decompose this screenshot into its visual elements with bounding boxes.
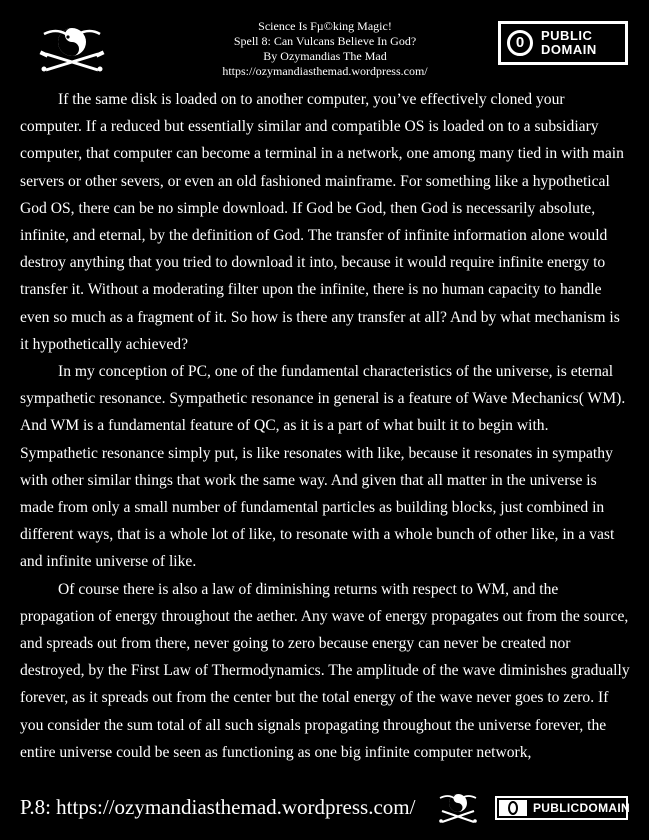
public-domain-badge (498, 21, 628, 65)
badge-word-domain: DOMAIN (541, 42, 597, 57)
document-header (180, 19, 470, 79)
badge-word-public: PUBLIC (541, 28, 593, 43)
header-url: https://ozymandiasthemad.wordpress.com/ (222, 64, 428, 78)
footer-badge-text: PUBLICDOMAIN (533, 801, 630, 815)
yin-yang-crossed-swords-icon (436, 792, 480, 824)
public-domain-icon (499, 800, 527, 816)
document-body (20, 86, 630, 766)
yin-yang-crossed-swords-icon (36, 24, 108, 74)
header-author: By Ozymandias The Mad (263, 49, 387, 63)
body-paragraph: In my conception of PC, one of the fundamental characteristics of the universe, is eternal sympathetic resonance. Sympathetic resonance in general is a feature of Wave Mechanics( WM). And WM is a fundamental feature of QC, as it is a part of what built it to begin with. Sympathetic resonance simply put, is like resonates with like, because it resonates in sympathy with other similar things that work the same way. And given that all matter in the universe is made from only a small number of fundamental particles as building blocks, just combined in different ways, that is a whole lot of like, to resonate with a whole bunch of other like, in a vast and infinite universe of like. (20, 363, 626, 571)
body-paragraph: Of course there is also a law of diminishing returns with respect to WM, and the propagation of energy throughout the aether. Any wave of energy propagates out from the source, and spreads out from there, never going to zero because energy can never be created nor destroyed, by the First Law of Thermodynamics. The amplitude of the wave diminishes gradually forever, as it spreads out from the center but the total energy of the wave never goes to zero. If you consider the sum total of all such signals propagating throughout the universe forever, the entire universe could be seen as functioning as one big infinite computer network, (20, 580, 630, 761)
page-number-url: P.8: https://ozymandiasthemad.wordpress.com/ (20, 795, 416, 819)
public-domain-footer-badge (495, 796, 628, 820)
header-title: Science Is Fµ©king Magic! (258, 19, 392, 33)
public-domain-icon: 0 (507, 30, 533, 56)
body-paragraph: If the same disk is loaded on to another computer, you’ve effectively cloned your computer. If a reduced but essentially similar and compatible OS is loaded on to a subsidiary computer, that computer can become a terminal in a network, one among many tied in with main servers or other severs, or even an old fashioned mainframe. For something like a hypothetical God OS, there can be no simple download. If God be God, then God is necessarily absolute, infinite, and eternal, by the definition of God. The transfer of infinite information alone would destroy anything that you tried to download it into, because it would require infinite energy to transfer it. Without a moderating filter upon the infinite, there is no human capacity to handle even so much as a fragment of it. So how is there any transfer at all? And by what mechanism is it hypothetically achieved? (20, 91, 624, 353)
header-subtitle: Spell 8: Can Vulcans Believe In God? (233, 34, 417, 48)
